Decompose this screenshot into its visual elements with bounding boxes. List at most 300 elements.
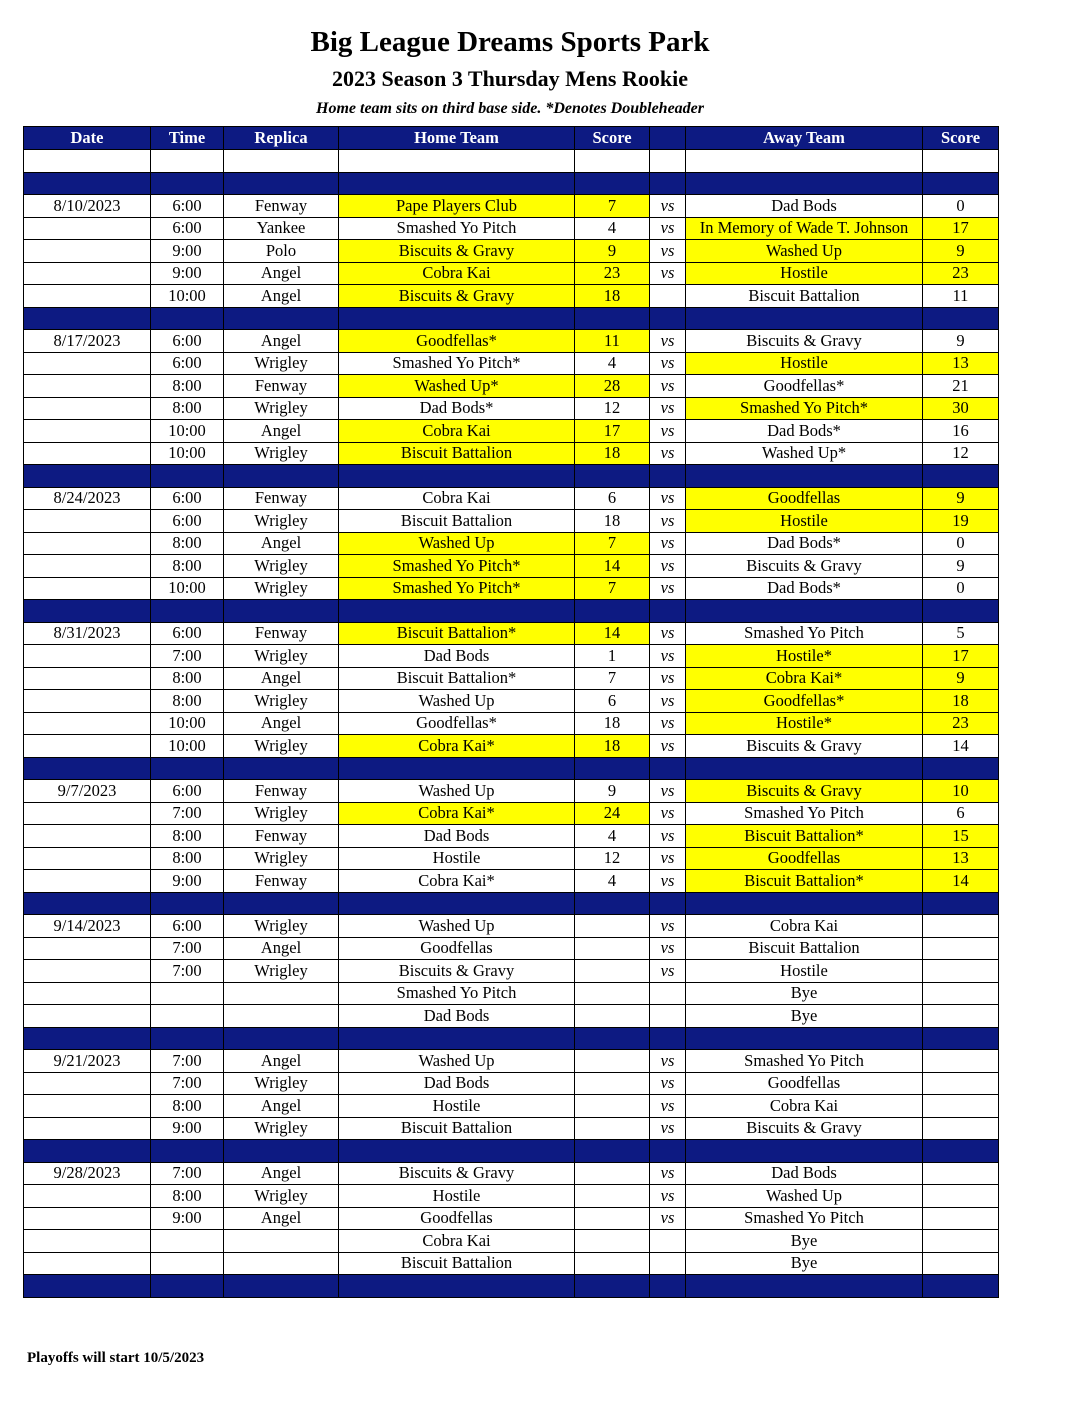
away-team: Washed Up bbox=[686, 1185, 923, 1208]
game-row bbox=[24, 960, 999, 983]
divider-cell bbox=[650, 465, 686, 488]
divider-cell bbox=[339, 465, 575, 488]
game-time: 6:00 bbox=[151, 780, 224, 803]
home-team: Washed Up bbox=[339, 780, 575, 803]
col-header-home-score: Score bbox=[575, 127, 650, 150]
game-field: Wrigley bbox=[224, 577, 339, 600]
home-score: 12 bbox=[575, 397, 650, 420]
game-row bbox=[24, 375, 999, 398]
game-time: 8:00 bbox=[151, 532, 224, 555]
week-divider-row bbox=[24, 757, 999, 780]
away-team: Smashed Yo Pitch* bbox=[686, 397, 923, 420]
game-date bbox=[24, 262, 151, 285]
vs-label bbox=[650, 1005, 686, 1028]
page-title: Big League Dreams Sports Park bbox=[310, 26, 710, 58]
game-date bbox=[24, 1185, 151, 1208]
home-team: Smashed Yo Pitch* bbox=[339, 352, 575, 375]
home-score: 7 bbox=[575, 195, 650, 218]
away-team: Dad Bods* bbox=[686, 577, 923, 600]
game-field: Angel bbox=[224, 1095, 339, 1118]
divider-cell bbox=[224, 1027, 339, 1050]
game-date bbox=[24, 532, 151, 555]
away-score bbox=[923, 1252, 999, 1275]
schedule-table bbox=[23, 126, 999, 1298]
away-score bbox=[923, 915, 999, 938]
home-team: Hostile bbox=[339, 847, 575, 870]
vs-label: vs bbox=[650, 375, 686, 398]
home-score: 12 bbox=[575, 847, 650, 870]
away-team: Goodfellas* bbox=[686, 375, 923, 398]
vs-label bbox=[650, 982, 686, 1005]
home-team: Cobra Kai bbox=[339, 1230, 575, 1253]
away-score: 5 bbox=[923, 622, 999, 645]
divider-cell bbox=[686, 1027, 923, 1050]
divider-cell bbox=[650, 757, 686, 780]
away-team: Hostile bbox=[686, 262, 923, 285]
away-team: In Memory of Wade T. Johnson bbox=[686, 217, 923, 240]
home-team: Washed Up bbox=[339, 915, 575, 938]
spacer-cell bbox=[686, 150, 923, 173]
divider-cell bbox=[686, 1275, 923, 1298]
game-time: 10:00 bbox=[151, 577, 224, 600]
col-header-away-team: Away Team bbox=[686, 127, 923, 150]
game-field: Wrigley bbox=[224, 645, 339, 668]
game-row bbox=[24, 802, 999, 825]
away-team: Bye bbox=[686, 1230, 923, 1253]
game-time: 6:00 bbox=[151, 330, 224, 353]
week-divider-row bbox=[24, 172, 999, 195]
game-row bbox=[24, 397, 999, 420]
game-field: Wrigley bbox=[224, 442, 339, 465]
game-date bbox=[24, 375, 151, 398]
game-date: 9/21/2023 bbox=[24, 1050, 151, 1073]
game-field: Angel bbox=[224, 1050, 339, 1073]
game-field: Angel bbox=[224, 1207, 339, 1230]
col-header-away-score: Score bbox=[923, 127, 999, 150]
home-score: 9 bbox=[575, 240, 650, 263]
divider-cell bbox=[24, 757, 151, 780]
vs-label: vs bbox=[650, 195, 686, 218]
game-time: 8:00 bbox=[151, 1095, 224, 1118]
away-team: Hostile* bbox=[686, 712, 923, 735]
game-date bbox=[24, 1207, 151, 1230]
game-date: 8/10/2023 bbox=[24, 195, 151, 218]
home-score: 14 bbox=[575, 622, 650, 645]
divider-cell bbox=[339, 1027, 575, 1050]
game-time: 8:00 bbox=[151, 397, 224, 420]
away-team: Dad Bods* bbox=[686, 532, 923, 555]
home-score: 7 bbox=[575, 577, 650, 600]
game-row bbox=[24, 577, 999, 600]
game-field: Fenway bbox=[224, 487, 339, 510]
vs-label: vs bbox=[650, 532, 686, 555]
divider-cell bbox=[650, 172, 686, 195]
away-score bbox=[923, 1185, 999, 1208]
away-team: Smashed Yo Pitch bbox=[686, 802, 923, 825]
away-score: 9 bbox=[923, 487, 999, 510]
game-time: 7:00 bbox=[151, 1162, 224, 1185]
home-team: Goodfellas bbox=[339, 937, 575, 960]
away-score bbox=[923, 1095, 999, 1118]
game-time: 6:00 bbox=[151, 915, 224, 938]
game-time: 6:00 bbox=[151, 487, 224, 510]
home-score: 9 bbox=[575, 780, 650, 803]
divider-cell bbox=[575, 465, 650, 488]
game-field: Angel bbox=[224, 330, 339, 353]
game-time bbox=[151, 1230, 224, 1253]
home-team: Biscuit Battalion bbox=[339, 442, 575, 465]
game-time bbox=[151, 1252, 224, 1275]
divider-cell bbox=[151, 172, 224, 195]
game-date bbox=[24, 1072, 151, 1095]
spacer-cell bbox=[151, 150, 224, 173]
game-time: 7:00 bbox=[151, 960, 224, 983]
home-team: Biscuits & Gravy bbox=[339, 285, 575, 308]
game-time: 8:00 bbox=[151, 847, 224, 870]
vs-label: vs bbox=[650, 397, 686, 420]
divider-cell bbox=[650, 1140, 686, 1163]
divider-cell bbox=[686, 307, 923, 330]
game-date bbox=[24, 802, 151, 825]
away-score: 13 bbox=[923, 847, 999, 870]
game-date bbox=[24, 937, 151, 960]
away-team: Dad Bods* bbox=[686, 420, 923, 443]
game-field: Wrigley bbox=[224, 397, 339, 420]
home-team: Smashed Yo Pitch* bbox=[339, 577, 575, 600]
vs-label: vs bbox=[650, 420, 686, 443]
game-time bbox=[151, 1005, 224, 1028]
home-team: Biscuits & Gravy bbox=[339, 960, 575, 983]
vs-label: vs bbox=[650, 1162, 686, 1185]
game-field: Wrigley bbox=[224, 1185, 339, 1208]
game-field: Wrigley bbox=[224, 352, 339, 375]
game-date bbox=[24, 667, 151, 690]
week-divider-row bbox=[24, 307, 999, 330]
home-team: Goodfellas* bbox=[339, 712, 575, 735]
divider-cell bbox=[686, 172, 923, 195]
game-time: 6:00 bbox=[151, 352, 224, 375]
away-score bbox=[923, 1072, 999, 1095]
game-date bbox=[24, 982, 151, 1005]
away-team: Goodfellas bbox=[686, 487, 923, 510]
vs-label: vs bbox=[650, 622, 686, 645]
game-field: Fenway bbox=[224, 375, 339, 398]
away-team: Washed Up bbox=[686, 240, 923, 263]
home-score: 7 bbox=[575, 532, 650, 555]
game-row bbox=[24, 420, 999, 443]
game-row bbox=[24, 1230, 999, 1253]
game-time: 9:00 bbox=[151, 240, 224, 263]
divider-cell bbox=[575, 172, 650, 195]
game-field: Wrigley bbox=[224, 847, 339, 870]
schedule-body bbox=[24, 150, 999, 1298]
home-team: Washed Up bbox=[339, 532, 575, 555]
home-score: 4 bbox=[575, 217, 650, 240]
home-team: Cobra Kai bbox=[339, 487, 575, 510]
game-date bbox=[24, 1230, 151, 1253]
game-field: Angel bbox=[224, 285, 339, 308]
game-time: 8:00 bbox=[151, 825, 224, 848]
home-team: Hostile bbox=[339, 1095, 575, 1118]
game-date bbox=[24, 1117, 151, 1140]
divider-cell bbox=[24, 172, 151, 195]
week-divider-row bbox=[24, 892, 999, 915]
vs-label: vs bbox=[650, 870, 686, 893]
home-score bbox=[575, 1117, 650, 1140]
divider-cell bbox=[686, 892, 923, 915]
divider-cell bbox=[923, 757, 999, 780]
game-row bbox=[24, 195, 999, 218]
away-team: Cobra Kai bbox=[686, 1095, 923, 1118]
home-team: Dad Bods bbox=[339, 645, 575, 668]
home-team: Dad Bods bbox=[339, 1005, 575, 1028]
home-score: 6 bbox=[575, 690, 650, 713]
game-row bbox=[24, 735, 999, 758]
week-divider-row bbox=[24, 465, 999, 488]
vs-label: vs bbox=[650, 802, 686, 825]
game-row bbox=[24, 870, 999, 893]
divider-cell bbox=[224, 172, 339, 195]
game-time: 7:00 bbox=[151, 1072, 224, 1095]
away-team: Biscuit Battalion bbox=[686, 285, 923, 308]
game-date bbox=[24, 555, 151, 578]
divider-cell bbox=[24, 892, 151, 915]
week-divider-row bbox=[24, 1275, 999, 1298]
game-field bbox=[224, 982, 339, 1005]
away-score: 11 bbox=[923, 285, 999, 308]
game-time: 10:00 bbox=[151, 285, 224, 308]
away-team: Goodfellas bbox=[686, 1072, 923, 1095]
home-score: 6 bbox=[575, 487, 650, 510]
divider-cell bbox=[923, 600, 999, 623]
home-score bbox=[575, 1185, 650, 1208]
away-score: 18 bbox=[923, 690, 999, 713]
away-team: Bye bbox=[686, 1252, 923, 1275]
away-team: Biscuit Battalion bbox=[686, 937, 923, 960]
home-score bbox=[575, 1207, 650, 1230]
divider-cell bbox=[24, 1275, 151, 1298]
spacer-cell bbox=[339, 150, 575, 173]
divider-cell bbox=[224, 757, 339, 780]
home-score: 4 bbox=[575, 825, 650, 848]
game-time: 7:00 bbox=[151, 645, 224, 668]
game-date bbox=[24, 870, 151, 893]
game-field: Wrigley bbox=[224, 960, 339, 983]
game-row bbox=[24, 532, 999, 555]
game-row bbox=[24, 285, 999, 308]
home-score bbox=[575, 915, 650, 938]
divider-cell bbox=[575, 1027, 650, 1050]
game-field bbox=[224, 1230, 339, 1253]
game-row bbox=[24, 982, 999, 1005]
away-score: 0 bbox=[923, 195, 999, 218]
away-score: 14 bbox=[923, 735, 999, 758]
home-score bbox=[575, 960, 650, 983]
game-time: 10:00 bbox=[151, 420, 224, 443]
away-team: Hostile bbox=[686, 960, 923, 983]
game-time: 7:00 bbox=[151, 1050, 224, 1073]
away-team: Biscuit Battalion* bbox=[686, 870, 923, 893]
away-team: Smashed Yo Pitch bbox=[686, 1050, 923, 1073]
divider-cell bbox=[575, 600, 650, 623]
vs-label: vs bbox=[650, 330, 686, 353]
away-score: 9 bbox=[923, 240, 999, 263]
spacer-cell bbox=[923, 150, 999, 173]
home-team: Cobra Kai* bbox=[339, 735, 575, 758]
week-divider-row bbox=[24, 600, 999, 623]
game-row bbox=[24, 622, 999, 645]
away-score: 23 bbox=[923, 262, 999, 285]
home-team: Washed Up bbox=[339, 690, 575, 713]
away-score: 0 bbox=[923, 577, 999, 600]
home-score: 18 bbox=[575, 712, 650, 735]
game-row bbox=[24, 937, 999, 960]
game-row bbox=[24, 510, 999, 533]
game-time: 10:00 bbox=[151, 735, 224, 758]
header-row bbox=[24, 127, 999, 150]
divider-cell bbox=[151, 1275, 224, 1298]
divider-cell bbox=[575, 1275, 650, 1298]
home-score bbox=[575, 1072, 650, 1095]
divider-cell bbox=[224, 892, 339, 915]
game-date: 9/14/2023 bbox=[24, 915, 151, 938]
home-score: 24 bbox=[575, 802, 650, 825]
spacer-cell bbox=[575, 150, 650, 173]
divider-cell bbox=[224, 465, 339, 488]
divider-cell bbox=[686, 465, 923, 488]
game-field: Wrigley bbox=[224, 915, 339, 938]
game-date: 9/7/2023 bbox=[24, 780, 151, 803]
game-row bbox=[24, 1095, 999, 1118]
game-time: 8:00 bbox=[151, 690, 224, 713]
vs-label: vs bbox=[650, 937, 686, 960]
away-score bbox=[923, 1050, 999, 1073]
game-row bbox=[24, 780, 999, 803]
vs-label: vs bbox=[650, 1117, 686, 1140]
away-score bbox=[923, 1230, 999, 1253]
game-time: 8:00 bbox=[151, 555, 224, 578]
home-team: Goodfellas bbox=[339, 1207, 575, 1230]
col-header-replica: Replica bbox=[224, 127, 339, 150]
home-team: Biscuit Battalion* bbox=[339, 667, 575, 690]
vs-label bbox=[650, 285, 686, 308]
home-score: 4 bbox=[575, 352, 650, 375]
vs-label: vs bbox=[650, 352, 686, 375]
game-time: 9:00 bbox=[151, 870, 224, 893]
game-row bbox=[24, 352, 999, 375]
away-team: Biscuits & Gravy bbox=[686, 1117, 923, 1140]
page-note: Home team sits on third base side. *Denotes Doubleheader bbox=[316, 100, 704, 117]
game-date bbox=[24, 645, 151, 668]
away-team: Biscuits & Gravy bbox=[686, 780, 923, 803]
game-row bbox=[24, 1050, 999, 1073]
game-row bbox=[24, 645, 999, 668]
home-team: Cobra Kai bbox=[339, 420, 575, 443]
game-field: Wrigley bbox=[224, 510, 339, 533]
vs-label bbox=[650, 1252, 686, 1275]
vs-label: vs bbox=[650, 667, 686, 690]
vs-label: vs bbox=[650, 1185, 686, 1208]
divider-cell bbox=[24, 1027, 151, 1050]
away-team: Cobra Kai bbox=[686, 915, 923, 938]
away-score: 10 bbox=[923, 780, 999, 803]
away-score: 19 bbox=[923, 510, 999, 533]
game-field: Fenway bbox=[224, 195, 339, 218]
home-team: Biscuit Battalion bbox=[339, 1117, 575, 1140]
away-team: Bye bbox=[686, 1005, 923, 1028]
away-score bbox=[923, 982, 999, 1005]
away-team: Washed Up* bbox=[686, 442, 923, 465]
home-score: 7 bbox=[575, 667, 650, 690]
col-header-home-team: Home Team bbox=[339, 127, 575, 150]
game-time: 9:00 bbox=[151, 1207, 224, 1230]
game-row bbox=[24, 915, 999, 938]
game-row bbox=[24, 262, 999, 285]
vs-label: vs bbox=[650, 825, 686, 848]
away-score bbox=[923, 1207, 999, 1230]
week-divider-row bbox=[24, 1140, 999, 1163]
spacer-cell bbox=[650, 150, 686, 173]
divider-cell bbox=[24, 1140, 151, 1163]
home-team: Biscuits & Gravy bbox=[339, 1162, 575, 1185]
away-team: Smashed Yo Pitch bbox=[686, 622, 923, 645]
vs-label: vs bbox=[650, 262, 686, 285]
game-time: 9:00 bbox=[151, 262, 224, 285]
divider-cell bbox=[650, 600, 686, 623]
game-field: Fenway bbox=[224, 870, 339, 893]
game-field: Wrigley bbox=[224, 1117, 339, 1140]
home-team: Dad Bods bbox=[339, 825, 575, 848]
vs-label: vs bbox=[650, 217, 686, 240]
divider-cell bbox=[923, 172, 999, 195]
divider-cell bbox=[339, 600, 575, 623]
away-score bbox=[923, 1005, 999, 1028]
spacer-cell bbox=[224, 150, 339, 173]
game-row bbox=[24, 1207, 999, 1230]
game-field: Fenway bbox=[224, 780, 339, 803]
away-score: 16 bbox=[923, 420, 999, 443]
game-date bbox=[24, 1005, 151, 1028]
vs-label: vs bbox=[650, 960, 686, 983]
game-row bbox=[24, 442, 999, 465]
game-field: Angel bbox=[224, 532, 339, 555]
vs-label: vs bbox=[650, 1095, 686, 1118]
divider-cell bbox=[151, 1140, 224, 1163]
game-field: Angel bbox=[224, 667, 339, 690]
game-time: 7:00 bbox=[151, 802, 224, 825]
vs-label: vs bbox=[650, 555, 686, 578]
game-date bbox=[24, 217, 151, 240]
playoffs-note: Playoffs will start 10/5/2023 bbox=[27, 1350, 205, 1366]
game-row bbox=[24, 1072, 999, 1095]
divider-cell bbox=[151, 307, 224, 330]
game-field: Yankee bbox=[224, 217, 339, 240]
away-team: Hostile bbox=[686, 510, 923, 533]
away-score: 6 bbox=[923, 802, 999, 825]
divider-cell bbox=[339, 172, 575, 195]
home-score bbox=[575, 1252, 650, 1275]
divider-cell bbox=[686, 600, 923, 623]
game-time bbox=[151, 982, 224, 1005]
game-date bbox=[24, 577, 151, 600]
game-date bbox=[24, 240, 151, 263]
away-team: Smashed Yo Pitch bbox=[686, 1207, 923, 1230]
divider-cell bbox=[151, 465, 224, 488]
home-team: Dad Bods bbox=[339, 1072, 575, 1095]
away-team: Hostile* bbox=[686, 645, 923, 668]
divider-cell bbox=[650, 307, 686, 330]
divider-cell bbox=[24, 307, 151, 330]
